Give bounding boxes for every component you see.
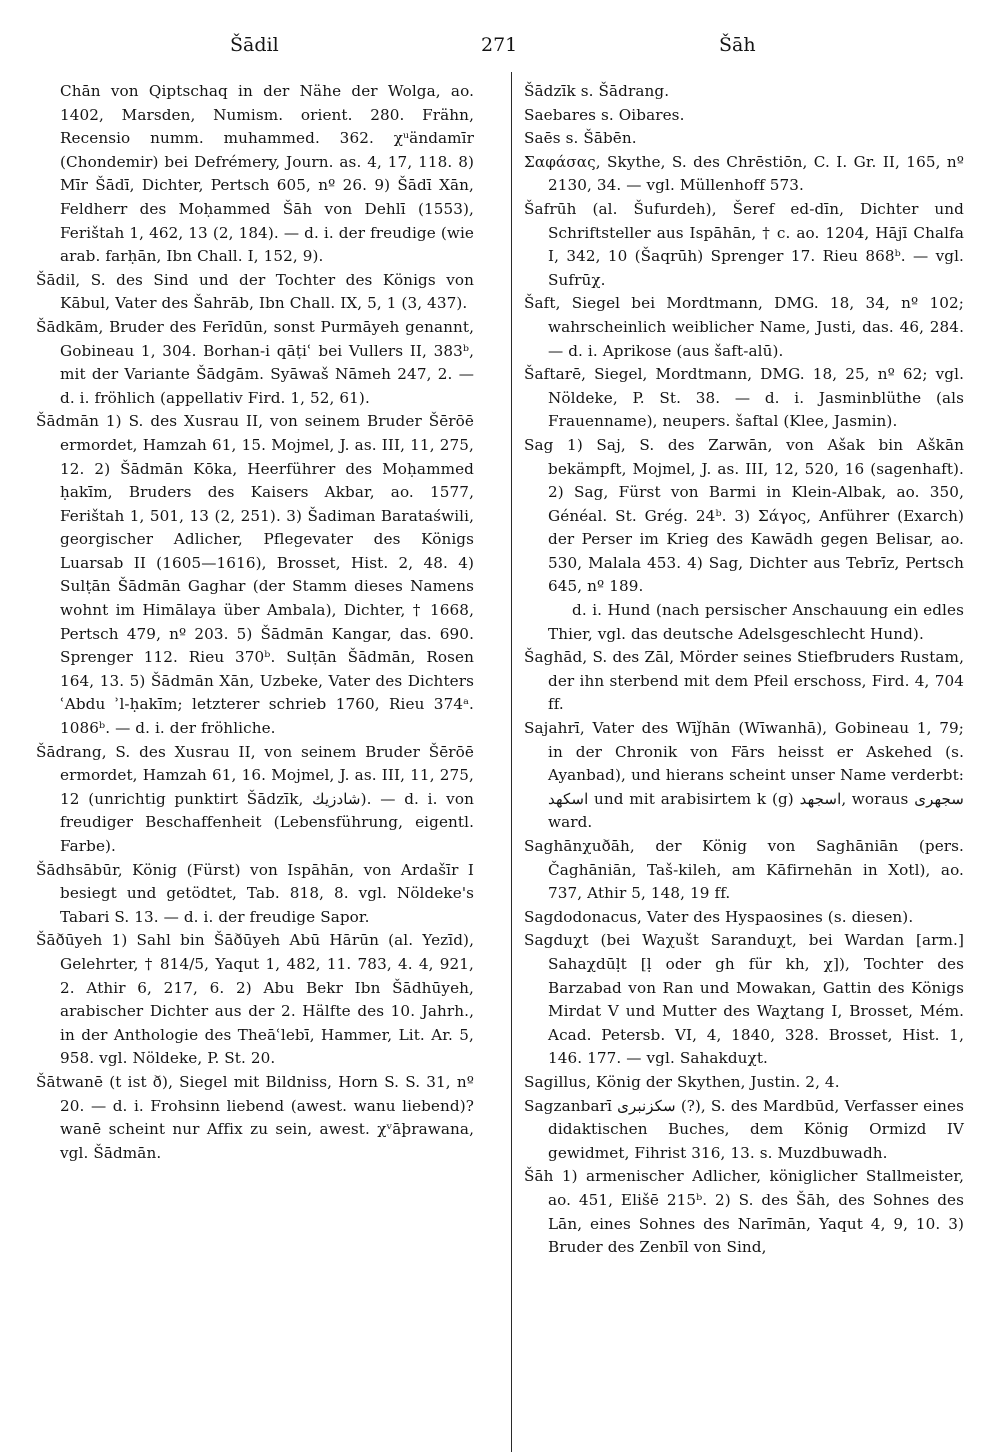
entry-sagzanbari: Sagzanbarī سكزنبرى (?), S. des Mardbūd, Verfasser eines didaktischen Buches, dem König Ormizd IV gewidmet, Fihrist 316, 13. s. Muzdbuwadh. (524, 1096, 965, 1162)
entry-saghad: Šaghād, S. des Zāl, Mörder seines Stiefbruders Rustam, der ihn sterbend mit dem Pfeil erschoss, Fird. 4, 704 ff. (524, 648, 964, 714)
entry-shadman: Šādmān 1) S. des Xusrau II, von seinem Bruder Šērōē ermordet, Hamzah 61, 15. Mojmel, J. as. III, 11, 275, 12. 2) Šādmān Kōka, Heerführer des Moḥammed ḥakīm, Bruders des Kaisers Akbar, ao. 1577, Ferištah 1, 501, 13 (2, 251). 3) Šadiman Barataświli, georgischer Adlicher, Pflegevater des Königs Luarsab II (1605—1616), Brosset, Hist. 2, 48. 4) Sulṭān Šādmān Gaghar (der Stamm dieses Namens wohnt im Himālaya über Ambala), Dichter, † 1668, Pertsch 479, nº 203. 5) Šādmān Kangar, das. 690. Sprenger 112. Rieu 370ᵇ. Sulṭān Šādmān, Rosen 164, 13. 5) Šādmān Xān, Uzbeke, Vater des Dichters ʿAbdu ʾl-ḥakīm; letzterer schrieb 1760, Rieu 374ᵃ. 1086ᵇ. — d. i. der fröhliche. (36, 412, 474, 738)
entry-shaduyeh: Šāðūyeh 1) Sahl bin Šāðūyeh Abū Hārūn (al. Yezīd), Gelehrter, † 814/5, Yaqut 1, 482, 11. 783, 4. 4, 921, 2. Athir 6, 217, 6. 2) Abu Bekr Ibn Šādhūyeh, arabischer Dichter aus der 2. Hälfte des 10. Jahrh., in der Anthologie des Theāʿlebī, Hammer, Lit. Ar. 5, 958. vgl. Nöldeke, P. St. 20. (36, 931, 474, 1068)
running-head-left: Šādil (230, 34, 279, 56)
entry-shatwane: Šātwanē (t ist ð), Siegel mit Bildniss, Horn S. S. 31, nº 20. — d. i. Frohsinn liebend (awest. wanu liebend)? wanē scheint nur Affix zu sein, awest. χᵛāþrawana, vgl. Šādmān. (36, 1072, 474, 1162)
entry-shadkam: Šādkām, Bruder des Ferīdūn, sonst Purmāyeh genannt, Gobineau 1, 304. Borhan-i qāṭiʿ bei Vullers II, 383ᵇ, mit der Variante Šādgām. Syāwaš Nāmeh 247, 2. — d. i. fröhlich (appellativ Fird. 1, 52, 61). (36, 317, 474, 407)
entry-sag: Sag 1) Saj, S. des Zarwān, von Ašak bin Aškān bekämpft, Mojmel, J. as. III, 12, 520, 16 (sagenhaft). 2) Sag, Fürst von Barmi in Klein-Albak, ao. 350, Généal. St. Grég. 24ᵇ. 3) Σάγος, Anführer (Exarch) der Perser im Krieg des Kawādh gegen Belisar, ao. 530, Malala 453. 4) Sag, Dichter aus Tebrīz, Pertsch 645, nº 189. (524, 435, 964, 596)
running-head-right: Šāh (719, 34, 756, 56)
entry-shah: Šāh 1) armenischer Adlicher, königlicher Stallmeister, ao. 451, Elišē 215ᵇ. 2) S. des Šāh, des Sohnes des Lān, eines Sohnes des Narīmān, Yaqut 4, 9, 10. 3) Bruder des Zenbīl von Sind, (524, 1167, 964, 1257)
column-divider (511, 72, 512, 1452)
entry-shadhsabur: Šādhsābūr, König (Fürst) von Ispāhān, von Ardašīr I besiegt und getödtet, Tab. 818, 8. vgl. Nöldeke's Tabari S. 13. — d. i. der freudige Sapor. (36, 860, 474, 926)
entry-saghanchudah: Saghānχuðāh, der König von Saghāniān (pers. Čaghāniān, Taš-kileh, am Kāfirnehān in Xotl), ao. 737, Athir 5, 148, 19 ff. (524, 837, 964, 903)
left-column (36, 80, 474, 1165)
entry-sagducht: Sagduχt (bei Waχušt Saranduχt, bei Wardan [arm.] Sahaχdūḷt [ḷ oder gh für kh, χ]), Tochter des Barzabad von Ran und Mowakan, Gattin des Königs Mirdat V und Mutter des Waχtang I, Brosset, Mém. Acad. Petersb. VI, 4, 1840, 328. Brosset, Hist. 1, 146. 177. — vgl. Sahakduχt. (524, 931, 964, 1068)
entry-saphasas: Σαφάσας, Skythe, S. des Chrēstiōn, C. I. Gr. II, 165, nº 2130, 34. — vgl. Müllenhoff 573. (524, 152, 964, 195)
page-number: 271 (481, 34, 518, 56)
entry-safruh: Šafrūh (al. Šufurdeh), Šeref ed-dīn, Dichter und Schriftsteller aus Ispāhān, † c. ao. 1204, Hājī Chalfa I, 342, 10 (Šaqrūh) Sprenger 17. Rieu 868ᵇ. — vgl. Sufrūχ. (524, 199, 964, 289)
entry-continuation: Chān von Qiptschaq in der Nähe der Wolga, ao. 1402, Marsden, Numism. orient. 280. Frähn, Recensio numm. muhammed. 362. χᵘändamīr (Chondemir) bei Defrémery, Journ. as. 4, 17, 118. 8) Mīr Šādī, Dichter, Pertsch 605, nº 26. 9) Šādī Xān, Feldherr des Moḥammed Šāh von Dehlī (1553), Ferištah 1, 462, 13 (2, 184). — d. i. der freudige (wie arab. farḥān, Ibn Chall. I, 152, 9). (60, 82, 474, 266)
right-column (524, 80, 964, 1260)
entry-shadzik: Šādzīk s. Šādrang. (524, 82, 670, 100)
entry-shadrang: Šādrang, S. des Xusrau II, von seinem Bruder Šērōē ermordet, Hamzah 61, 16. Mojmel, J. as. III, 11, 275, 12 (unrichtig punktirt Šādzīk, شادزيك). — d. i. von freudiger Beschaffenheit (Lebensführung, eigentl. Farbe). (36, 742, 474, 855)
entry-shadil: Šādil, S. des Sind und der Tochter des Königs von Kābul, Vater des Šahrāb, Ibn Chall. IX, 5, 1 (3, 437). (36, 270, 474, 313)
entry-saebares: Saebares s. Oibares. (524, 105, 685, 124)
entry-saftare: Šaftarē, Siegel, Mordtmann, DMG. 18, 25, nº 62; vgl. Nöldeke, P. St. 38. — d. i. Jasminblüthe (als Frauenname), neupers. šaftal (Klee, Jasmin). (524, 365, 964, 431)
entry-sag-note: d. i. Hund (nach persischer Anschauung ein edles Thier, vgl. das deutsche Adelsgeschlecht Hund). (548, 601, 964, 643)
entry-sajahri: Sajahrī, Vater des Wīǰhān (Wīwanhā), Gobineau 1, 79; in der Chronik von Fārs heisst er Askehed (s. Ayanbad), und hierans scheint unser Name verderbt: اسکهد und mit arabisirtem k (g) اسجهد, woraus سجهرى ward. (524, 719, 965, 832)
entry-saes: Saēs s. Šābēn. (524, 129, 637, 148)
page-header (0, 34, 1000, 64)
entry-sagillus: Sagillus, König der Skythen, Justin. 2, 4. (524, 1072, 840, 1091)
entry-sagdodonacus: Sagdodonacus, Vater des Hyspaosines (s. diesen). (524, 907, 914, 926)
entry-saft: Šaft, Siegel bei Mordtmann, DMG. 18, 34, nº 102; wahrscheinlich weiblicher Name, Justi, das. 46, 284. — d. i. Aprikose (aus šaft-alū). (524, 294, 964, 360)
